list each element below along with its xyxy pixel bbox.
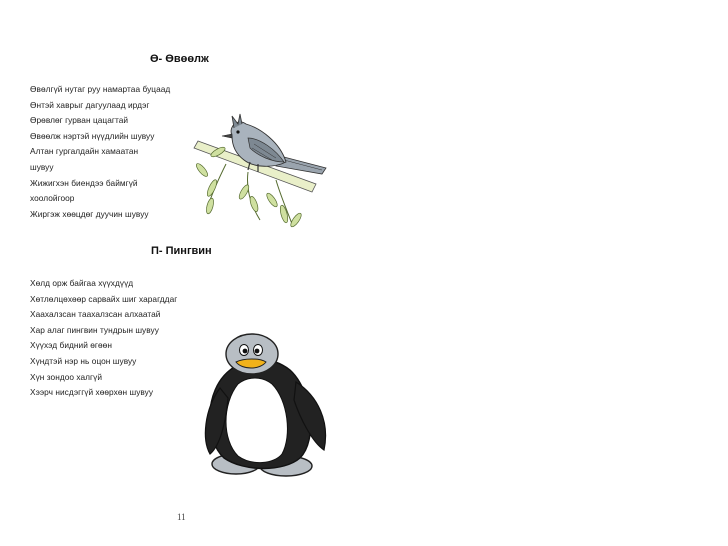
poem-line: Хөлд орж байгаа хүүхдүүд xyxy=(30,278,134,288)
poem-line: Хар алаг пингвин тундрын шувуу xyxy=(30,324,159,335)
poem-line: Өвөөлж нэртэй нүүдлийн шувуу xyxy=(30,130,155,141)
section-title-oovoolj: Ө- Өвөөлж xyxy=(150,53,209,65)
section-title-pingvin: П- Пингвин xyxy=(151,245,212,257)
poem-pingvin xyxy=(30,276,177,401)
penguin-illustration xyxy=(200,330,335,485)
poem-line: Жиргэж хөөцдөг дуучин шувуу xyxy=(30,208,149,219)
poem-line: Хээрч нисдэггүй хөөрхөн шувуу xyxy=(30,387,154,398)
poem-line: Өрөвлөг гурван цацагтай xyxy=(30,115,129,126)
poem-line: Жижигхэн биендээ баймгүй xyxy=(30,177,138,188)
poem-line: хоолойгоор xyxy=(30,193,75,204)
poem-line: Хүндтэй нэр нь оцон шувуу xyxy=(30,355,137,366)
cuckoo-bird-illustration xyxy=(188,108,333,233)
page-number: 11 xyxy=(177,512,186,522)
poem-line: Хүн зондоо халгүй xyxy=(30,371,103,382)
poem-line: Алтан гургалдайн хамаатан xyxy=(30,146,139,157)
poem-oovoolj xyxy=(30,82,170,222)
poem-line: Өвөлгүй нутаг руу намартаа буцаад xyxy=(30,84,171,94)
poem-line: шувуу xyxy=(30,161,54,172)
poem-line: Хүүхэд бидний өгөөн xyxy=(30,340,112,351)
poem-line: Хөтлөлцөхөөр сарвайх шиг харагддаг xyxy=(30,293,178,304)
poem-line: Өнтэй хаврыг дагуулаад ирдэг xyxy=(30,99,150,110)
poem-line: Хаахалзсан таахалзсан алхаатай xyxy=(30,309,161,320)
